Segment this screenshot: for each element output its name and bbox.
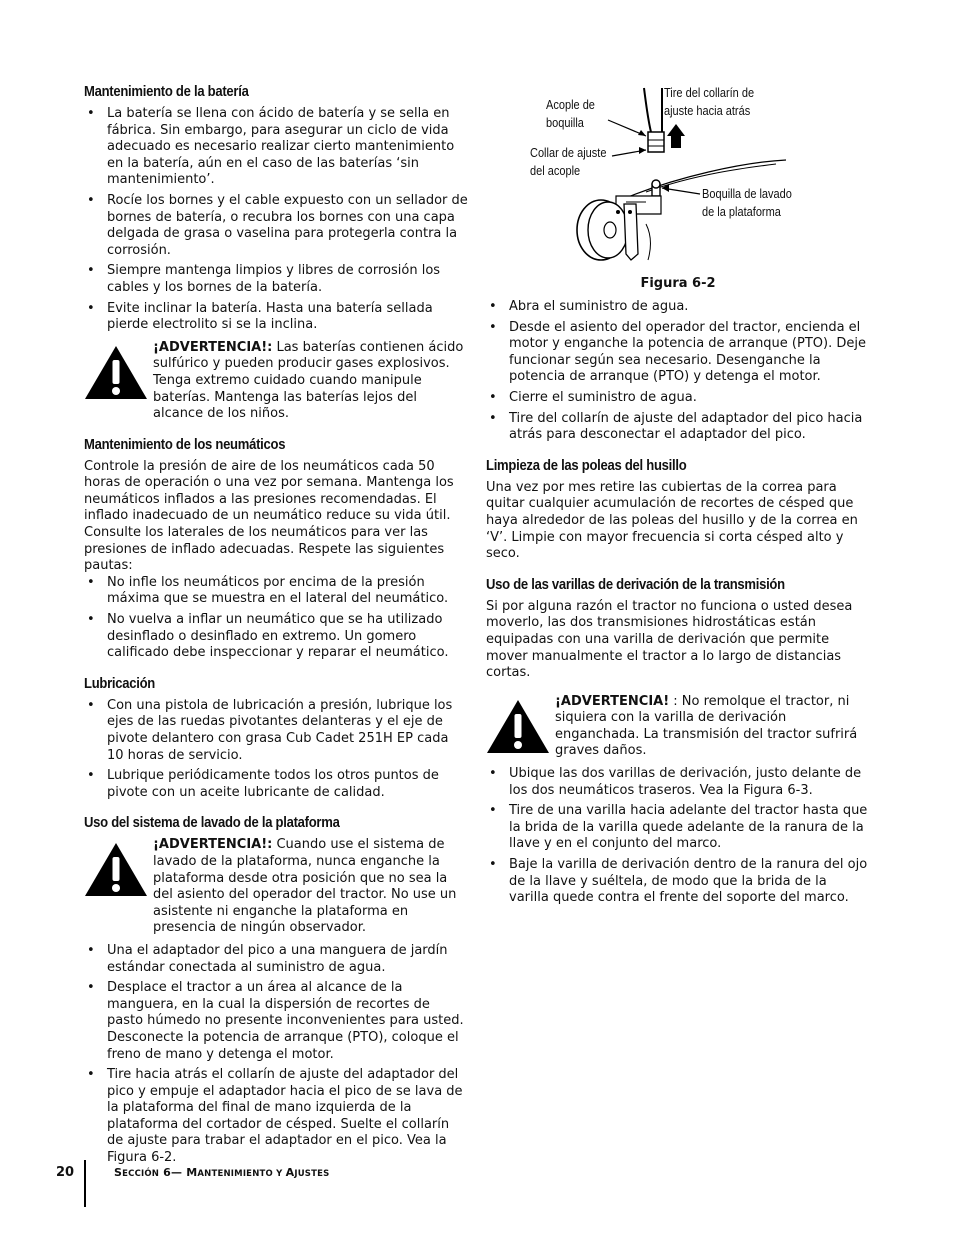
list-item: • Tire del collarín de ajuste del adaptador del pico hacia atrás para desconectar el adaptador del pico. <box>486 411 870 444</box>
list-item: • Ubique las dos varillas de derivación, justo delante de los dos neumáticos traseros. Vea la Figura 6-3. <box>486 766 870 799</box>
bypass-section <box>486 577 870 907</box>
warning-text: : No remolque el tractor, ni siquiera con la varilla de derivación enganchada. La transmisión del tractor sufrirá graves daños. <box>555 693 858 759</box>
bypass-warning <box>486 694 870 760</box>
tires-section <box>84 437 468 662</box>
warning-icon <box>84 344 148 400</box>
left-column <box>84 84 468 1181</box>
list-item: • Cierre el suministro de agua. <box>486 390 870 407</box>
footer-title-part: S <box>114 1166 123 1179</box>
list-item: • Tire hacia atrás el collarín de ajuste del adaptador del pico y empuje el adaptador hacia el pico de se lava de la plataforma del final de mano izquierda de la plataforma del cortador de césped. Suelte el collarín de ajuste para trabar el adaptador en el pico. Vea la Figura 6-2. <box>84 1067 468 1167</box>
footer-title-part: 6— M <box>159 1166 198 1179</box>
footer-title-part: ECCIÓN <box>122 1169 160 1179</box>
list-item: • La batería se llena con ácido de batería y se sella en fábrica. Sin embargo, para asegurar un ciclo de vida adecuado es necesario realizar cierto mantenimiento en la batería, aún en el caso de las baterías ‘sin mantenimiento’. <box>84 106 468 189</box>
label-collar-text: Collar de ajuste del acople <box>530 146 607 178</box>
footer-title-part: A <box>285 1166 295 1179</box>
list-item: • Baje la varilla de derivación dentro de la ranura del ojo de la llave y suéltela, de modo que la brida de la varilla quede contra el frente del soporte del marco. <box>486 857 870 907</box>
figure-6-2 <box>486 84 870 264</box>
footer-title-part: JUSTES <box>294 1169 330 1179</box>
bypass-text: Si por alguna razón el tractor no funciona o usted desea moverlo, las dos transmisiones hidrostáticas están equipadas con una varilla de derivación que permite mover manualmente el tractor a lo largo de distancias cortas. <box>486 598 853 681</box>
list-item: • Desplace el tractor a un área al alcance de la manguera, en la cual la dispersión de recortes de pasto húmedo no presente inconvenientes para usted. Desconecte la potencia de arranque (PTO), coloque el freno de mano y detenga el motor. <box>84 980 468 1063</box>
bypass-list <box>486 766 870 907</box>
footer-title-part: ANTENIMIENTO <box>197 1169 273 1179</box>
battery-warning <box>84 340 468 423</box>
deckwash-list <box>84 943 468 1167</box>
warning-text: Cuando use el sistema de lavado de la plataforma, nunca enganche la plataforma desde otra posición que no sea la del asiento del operador del tractor. No use un asistente ni enganche la plataforma en presencia de ningún observador. <box>153 837 457 936</box>
tires-heading: Mantenimiento de los neumáticos <box>84 436 286 453</box>
deckwash-heading: Uso del sistema de lavado de la plataforma <box>84 815 340 832</box>
tires-intro: Controle la presión de aire de los neumáticos cada 50 horas de operación o una vez por semana. Mantenga los neumáticos inflados a las presiones recomendadas. El inflado inadecuado de un neumático reduce su vida útil. Consulte los laterales de los neumáticos para ver las presiones de inflado adecuadas. Respete las siguientes pautas: <box>84 458 454 574</box>
label-pull-collar <box>664 84 754 120</box>
page-number: 20 <box>56 1165 75 1180</box>
footer-section-title <box>114 1166 329 1179</box>
lube-heading: Lubricación <box>84 675 156 692</box>
list-item: • Tire de una varilla hacia adelante del tractor hasta que la brida de la varilla quede adelante de la ranura de la llave y en el conjunto del marco. <box>486 803 870 853</box>
warning-text: Las baterías contienen ácido sulfúrico y pueden producir gases explosivos. Tenga extremo cuidado cuando manipule baterías. Mantenga las baterías lejos del alcance de los niños. <box>153 339 464 422</box>
warning-icon <box>84 841 148 897</box>
list-item: • Desde el asiento del operador del tractor, encienda el motor y enganche la potencia de arranque (PTO). Deje funcionar según sea necesario. Desenganche la potencia de arranque (PTO) y detenga el motor. <box>486 320 870 386</box>
list-item: • Siempre mantenga limpios y libres de corrosión los cables y los bornes de la batería. <box>84 263 468 296</box>
pulleys-text: Una vez por mes retire las cubiertas de la correa para quitar cualquier acumulación de recortes de césped que haya alrededor de las poleas del husillo y de la correa en ‘V’. Limpie con mayor frecuencia si corta césped alto y seco. <box>486 479 858 562</box>
list-item: • Rocíe los bornes y el cable expuesto con un sellador de bornes de batería, o recubra los bornes con una capa delgada de grasa o vaselina para protegerla contra la corrosión. <box>84 193 468 259</box>
tires-list <box>84 575 468 662</box>
label-deck-nozzle <box>702 185 792 221</box>
warning-label: ¡ADVERTENCIA!: <box>153 339 273 355</box>
label-coupler <box>546 96 595 132</box>
list-item: • Evite inclinar la batería. Hasta una batería sellada pierde electrolito si se la inclina. <box>84 301 468 334</box>
list-item: • No infle los neumáticos por encima de la presión máxima que se muestra en el lateral del neumático. <box>84 575 468 608</box>
deckwash-section <box>84 815 468 1166</box>
footer-title-part: Y <box>272 1169 286 1179</box>
label-adjust-collar <box>530 144 606 180</box>
label-pull-text: Tire del collarín de ajuste hacia atrás <box>664 86 755 118</box>
pulleys-heading: Limpieza de las poleas del husillo <box>486 457 687 474</box>
list-item: • Lubrique periódicamente todos los otros puntos de pivote con un aceite lubricante de calidad. <box>84 768 468 801</box>
pulleys-section <box>486 458 870 563</box>
label-nozzle-text: Boquilla de lavado de la plataforma <box>702 187 792 219</box>
battery-list <box>84 106 468 334</box>
deckwash-continued <box>486 299 870 444</box>
right-column <box>486 84 870 921</box>
figure-caption: Figura 6-2 <box>640 276 716 291</box>
list-item: • Una el adaptador del pico a una manguera de jardín estándar conectada al suministro de agua. <box>84 943 468 976</box>
list-item: • Con una pistola de lubricación a presión, lubrique los ejes de las ruedas pivotantes delanteras y el eje de pivote delantero con grasa Cub Cadet 251H EP cada 10 horas de servicio. <box>84 698 468 764</box>
list-item: • No vuelva a inflar un neumático que se ha utilizado desinflado o desinflado en extremo. Un gomero calificado debe inspeccionar y reparar el neumático. <box>84 612 468 662</box>
lube-list <box>84 698 468 802</box>
battery-section <box>84 84 468 423</box>
footer-divider <box>84 1160 86 1207</box>
battery-heading: Mantenimiento de la batería <box>84 84 249 100</box>
label-coupler-text: Acople de boquilla <box>546 98 595 130</box>
lube-section <box>84 676 468 802</box>
bypass-heading: Uso de las varillas de derivación de la transmisión <box>486 576 785 593</box>
list-item: • Abra el suministro de agua. <box>486 299 870 316</box>
deckwash-warning <box>84 837 468 937</box>
warning-label: ¡ADVERTENCIA! <box>555 693 670 709</box>
deckwash-continued-list <box>486 299 870 444</box>
warning-label: ¡ADVERTENCIA!: <box>153 837 273 853</box>
warning-icon <box>486 698 550 754</box>
